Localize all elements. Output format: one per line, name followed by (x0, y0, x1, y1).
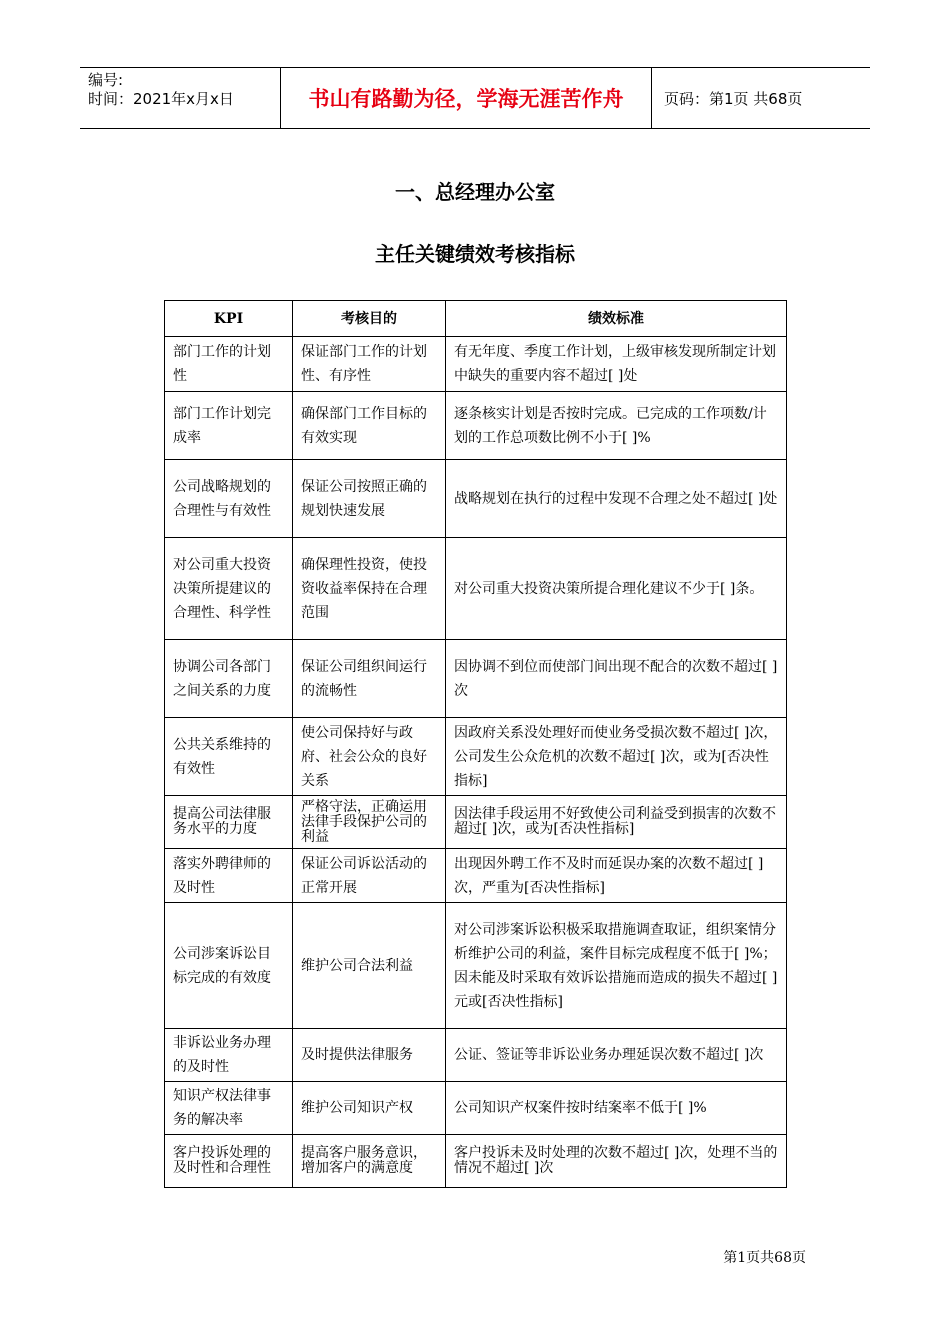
purpose-cell: 确保部门工作目标的有效实现 (293, 392, 446, 460)
table-row (165, 1082, 787, 1135)
table-row (165, 640, 787, 718)
page-footer: 第1页共68页 (723, 1250, 806, 1266)
purpose-cell: 保证公司组织间运行的流畅性 (293, 640, 446, 718)
standard-cell: 因政府关系没处理好而使业务受损次数不超过[ ]次，公司发生公众危机的次数不超过[ ]次，或为[否决性指标] (446, 718, 787, 796)
purpose-cell: 提高客户服务意识，增加客户的满意度 (293, 1135, 446, 1188)
standard-cell: 因协调不到位而使部门间出现不配合的次数不超过[ ]次 (446, 640, 787, 718)
kpi-cell: 落实外聘律师的及时性 (165, 849, 293, 903)
purpose-cell: 维护公司知识产权 (293, 1082, 446, 1135)
kpi-cell: 公共关系维持的有效性 (165, 718, 293, 796)
table-title: 主任关键绩效考核指标 (375, 242, 575, 266)
standard-cell: 因法律手段运用不好致使公司利益受到损害的次数不超过[ ]次，或为[否决性指标] (446, 796, 787, 849)
table-row (165, 718, 787, 796)
table-row (165, 460, 787, 538)
standard-cell: 出现因外聘工作不及时而延误办案的次数不超过[ ]次，严重为[否决性指标] (446, 849, 787, 903)
kpi-cell: 知识产权法律事务的解决率 (165, 1082, 293, 1135)
kpi-cell: 部门工作计划完成率 (165, 392, 293, 460)
standard-cell: 对公司重大投资决策所提合理化建议不少于[ ]条。 (446, 538, 787, 640)
standard-cell: 对公司涉案诉讼积极采取措施调查取证，组织案情分析维护公司的利益，案件目标完成程度不低于[ ]%；因未能及时采取有效诉讼措施而造成的损失不超过[ ]元或[否决性指标] (446, 903, 787, 1029)
purpose-cell: 严格守法，正确运用法律手段保护公司的利益 (293, 796, 446, 849)
header-standard: 绩效标准 (446, 301, 787, 337)
standard-cell: 客户投诉未及时处理的次数不超过[ ]次，处理不当的情况不超过[ ]次 (446, 1135, 787, 1188)
purpose-cell: 及时提供法律服务 (293, 1029, 446, 1082)
number-label: 编号: (88, 71, 124, 89)
kpi-cell: 非诉讼业务办理的及时性 (165, 1029, 293, 1082)
header-kpi: KPI (165, 301, 293, 337)
purpose-cell: 保证公司诉讼活动的正常开展 (293, 849, 446, 903)
table-row (165, 1029, 787, 1082)
kpi-table (164, 300, 787, 1188)
kpi-cell: 公司涉案诉讼目标完成的有效度 (165, 903, 293, 1029)
table-row (165, 1135, 787, 1188)
table-row (165, 796, 787, 849)
header-meta (80, 68, 281, 128)
kpi-cell: 协调公司各部门之间关系的力度 (165, 640, 293, 718)
table-header-row (165, 301, 787, 337)
kpi-cell: 对公司重大投资决策所提建议的合理性、科学性 (165, 538, 293, 640)
table-row (165, 538, 787, 640)
purpose-cell: 保证部门工作的计划性、有序性 (293, 337, 446, 392)
purpose-cell: 维护公司合法利益 (293, 903, 446, 1029)
purpose-cell: 确保理性投资，使投资收益率保持在合理范围 (293, 538, 446, 640)
table-row (165, 337, 787, 392)
section-title: 一、总经理办公室 (395, 180, 555, 204)
table-row (165, 392, 787, 460)
kpi-cell: 部门工作的计划性 (165, 337, 293, 392)
table-row (165, 849, 787, 903)
header-page-code: 页码：第1页 共68页 (664, 89, 803, 108)
header-motto: 书山有路勤为径，学海无涯苦作舟 (281, 68, 652, 128)
kpi-cell: 提高公司法律服务水平的力度 (165, 796, 293, 849)
kpi-cell: 客户投诉处理的及时性和合理性 (165, 1135, 293, 1188)
table-row (165, 903, 787, 1029)
standard-cell: 公司知识产权案件按时结案率不低于[ ]% (446, 1082, 787, 1135)
time-label: 时间：2021年x月x日 (88, 90, 234, 108)
standard-cell: 公证、签证等非诉讼业务办理延误次数不超过[ ]次 (446, 1029, 787, 1082)
kpi-cell: 公司战略规划的合理性与有效性 (165, 460, 293, 538)
header-purpose: 考核目的 (293, 301, 446, 337)
standard-cell: 战略规划在执行的过程中发现不合理之处不超过[ ]处 (446, 460, 787, 538)
standard-cell: 逐条核实计划是否按时完成。已完成的工作项数/计划的工作总项数比例不小于[ ]% (446, 392, 787, 460)
purpose-cell: 保证公司按照正确的规划快速发展 (293, 460, 446, 538)
standard-cell: 有无年度、季度工作计划，上级审核发现所制定计划中缺失的重要内容不超过[ ]处 (446, 337, 787, 392)
purpose-cell: 使公司保持好与政府、社会公众的良好关系 (293, 718, 446, 796)
page-header (80, 67, 870, 129)
